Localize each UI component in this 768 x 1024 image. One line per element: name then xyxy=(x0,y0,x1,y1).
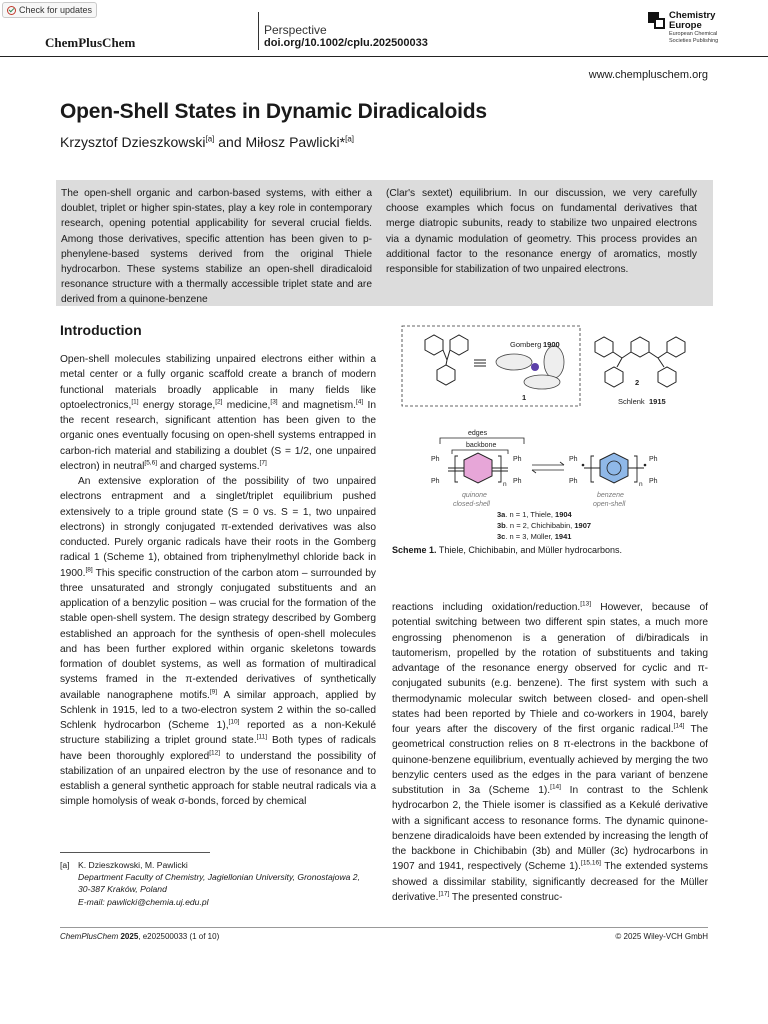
ph-label-5: Ph xyxy=(569,456,578,463)
compound-2-label: 2 xyxy=(635,378,640,387)
publisher-sub-line-1: European Chemical xyxy=(669,31,718,37)
equivalence-symbol xyxy=(474,360,486,366)
footnote-names: K. Dzieszkowski, M. Pawlicki xyxy=(78,860,188,870)
intro-paragraph-2: An extensive exploration of the possibility of two unpaired electrons entrapment and a singlet/triplet equilibrium pushed extensively to a triple ground state (S = 0 vs. S = 1, two unpaired electrons) in strongly conjugated π-extended derivatives was also conducted. Purely organic radicals have their roots in the Gomberg radical 1 (Scheme 1), obtained from triphenylmethyl chloride back in 1900.[8] This specific construction of the carbon atom – surrounded by three unsaturated and strongly conjugated substituents and an application of a benzylic position – was crucial for the formation of the stable open-shell system. The design strategy described by Gomberg established an approach for the synthesis of open-shell molecules and has been further explored within organic skeletons towards formation of doublet systems, as well as formation of multiradical systems framed in the π-extended derivatives of synthetically available nanographene motifs.[9] A similar approach, applied by Schlenk in 1915, led to a two-electron system 2 within the so-called Schlenk hydrocarbon (Scheme 1),[10] reported as a non-Kekulé structure stabilizing a triplet ground state.[11] Both types of radicals have been thoroughly explored[12] to understand the possibility of stabilization of an unpaired electron by the use of resonance and to establish a general synthetic approach for stable neutral radicals via a simple homolysis of weak σ-bonds, forced by chemical xyxy=(60,476,377,808)
backbone-label: backbone xyxy=(466,442,497,449)
footer-journal: ChemPlusChem xyxy=(60,932,119,941)
footnote-city: 30-387 Kraków, Poland xyxy=(78,884,167,895)
ph-label-2: Ph xyxy=(431,478,440,485)
scheme-caption-label: Scheme 1. xyxy=(392,545,437,555)
ph-label-3: Ph xyxy=(513,456,522,463)
gomberg-radical-dot xyxy=(531,363,539,371)
compound-1-label: 1 xyxy=(522,393,527,402)
affiliation-footnote xyxy=(60,859,376,908)
right-paragraph-1: reactions including oxidation/reduction.[13] However, because of potential switching between two different spin states, a much more engrossing phenomenon is a generation of di/biradicals in tautomerism, propelled by the rotation of substituents and taking advantage of the resonance energy observed for cyclic and π-conjugated subunits (e.g. benzene). The first system with such a thermodynamic molecular switch between closed- and open-shell states had been reported by Thiele and co-workers in 1904, barely four years after the discovery of the first organic radical.[14] The geometrical construction relies on 8 π-electrons in the backbone of quinone-benzene equilibrium, eventually achieved by merging the two benzylic centers used as the edges in the para variant of benzene substitution in 3a (Scheme 1).[14] In contrast to the Schlenk hydrocarbon 2, the Thiele isomer is classified as a Kekulé derivative with a significant access to resonance forms. The dynamic quinone-benzene diradicaloids have been extended by increasing the length of the backbone in Chichibabin (3b) and Müller (3c) hydrocarbons in 1907 and 1941, respectively (Scheme 1).[15,16] The extended systems showed a dissimilar stability, significantly decreased for the Müller derivative.[17] The presented construc- xyxy=(392,600,709,903)
publisher-sub-line-2: Societies Publishing xyxy=(669,37,719,44)
compound-3a-line: 3a. n = 1, Thiele, 1904 xyxy=(497,510,572,519)
abstract-left-column: The open-shell organic and carbon-based systems, with either a doublet, triplet or higher spin-states, play a key role in contemporary research, opening potential applicability for several crucial fields. Among those derivatives, specific attention has been given to p-phenylene-based systems derived from the original Thiele hydrocarbon. These systems stabilize an open-shell diradicaloid resonance structure with a thermally accessible triplet state and are derived from a quinone-benzene xyxy=(61,188,372,306)
header-divider xyxy=(258,12,259,50)
quinone-label: quinone xyxy=(462,492,487,499)
ph-label-8: Ph xyxy=(649,478,658,485)
benzene-open-shell-structure xyxy=(582,453,647,483)
footer-copyright: © 2025 Wiley-VCH GmbH xyxy=(615,932,708,941)
article-type: Perspective xyxy=(264,23,327,37)
triphenylmethyl-structure xyxy=(425,335,468,385)
footnote-rule xyxy=(60,852,210,853)
edges-label: edges xyxy=(468,430,488,437)
publisher-name-line-2: Europe xyxy=(669,20,702,31)
ph-label-1: Ph xyxy=(431,456,440,463)
author-1-affiliation[interactable]: [a] xyxy=(205,134,215,144)
open-shell-label: open-shell xyxy=(593,501,626,508)
check-updates-icon xyxy=(7,6,16,15)
footnote-email[interactable]: E-mail: pawlicki@chemia.uj.edu.pl xyxy=(78,896,209,907)
introduction-body xyxy=(60,352,376,810)
footer-year: 2025 xyxy=(120,932,139,941)
n-subscript-1: n xyxy=(503,481,507,488)
author-2-affiliation[interactable]: [a] xyxy=(345,134,354,144)
article-title: Open-Shell States in Dynamic Diradicaloids xyxy=(60,100,487,123)
benzene-label: benzene xyxy=(597,492,624,499)
footnote-label: [a] xyxy=(60,860,70,870)
footer-rule xyxy=(60,927,708,928)
n-subscript-2: n xyxy=(639,481,643,488)
abstract-right-column: (Clar's sextet) equilibrium. In our discussion, we very carefully choose examples which focus on fundamental derivatives that merge diatropic subunits, ready to stabilize two unpaired electrons via a dynamic modulation of geometry. This process provides an additional factor to the resonance energy of aromatics, mostly responsible for stabilization of two unpaired electrons. xyxy=(386,188,697,276)
author-line xyxy=(60,134,354,150)
intro-paragraph-1: Open-shell molecules stabilizing unpaired electrons either within a metal center or a fully organic scaffold create a branch of modern functional materials broadly applicable in many fields like optoelectronics,[1] energy storage,[2] medicine,[3] and magnetism.[4] In the recent research, significant attention has been given to the organic ones eventually focusing on open-shell systems entrapped in carbon-rich material and stabilizing a doublet (S = 1/2, one unpaired electron) in neutral[5,6] and charged systems.[7] xyxy=(60,354,376,472)
journal-website-link[interactable]: www.chempluschem.org xyxy=(588,69,708,81)
footer-page-info: , e202500033 (1 of 10) xyxy=(138,932,220,941)
footer-citation xyxy=(60,932,219,941)
gomberg-label: Gomberg xyxy=(510,340,542,349)
author-conjunction: and xyxy=(214,134,246,150)
check-for-updates-button[interactable] xyxy=(2,2,97,18)
abstract-box xyxy=(56,180,713,306)
chemistry-europe-icon xyxy=(648,12,665,29)
right-column-body xyxy=(392,600,708,905)
compound-3b-line: 3b. n = 2, Chichibabin, 1907 xyxy=(497,521,592,530)
scheme-1-caption xyxy=(392,545,622,555)
ph-label-6: Ph xyxy=(569,478,578,485)
doi-link[interactable]: doi.org/10.1002/cplu.202500033 xyxy=(264,37,428,49)
check-updates-label: Check for updates xyxy=(19,5,93,15)
ph-label-4: Ph xyxy=(513,478,522,485)
header-rule xyxy=(0,56,768,57)
gomberg-3d-structure xyxy=(496,346,564,389)
publisher-logo[interactable] xyxy=(648,11,718,44)
author-1[interactable]: Krzysztof Dzieszkowski xyxy=(60,134,206,150)
section-heading-introduction: Introduction xyxy=(60,322,142,338)
scheme-caption-text: Thiele, Chichibabin, and Müller hydrocarbons. xyxy=(436,545,622,555)
quinone-closed-shell-structure xyxy=(448,453,508,483)
compound-3c-line: 3c. n = 3, Müller, 1941 xyxy=(497,532,572,541)
footnote-department: Department Faculty of Chemistry, Jagiellonian University, Gronostajowa 2, xyxy=(78,872,360,883)
schlenk-hydrocarbon-structure xyxy=(595,337,685,387)
gomberg-year: 1900 xyxy=(543,340,560,349)
ph-label-7: Ph xyxy=(649,456,658,463)
journal-name: ChemPlusChem xyxy=(45,35,136,50)
schlenk-label: Schlenk xyxy=(618,397,645,406)
closed-shell-label: closed-shell xyxy=(453,501,490,508)
schlenk-year: 1915 xyxy=(649,397,666,406)
backbone-bracket xyxy=(452,450,508,454)
author-2[interactable]: Miłosz Pawlicki* xyxy=(245,134,346,150)
equilibrium-arrows xyxy=(532,462,564,473)
publisher-name-line-1: Chemistry xyxy=(669,10,716,21)
scheme-1-figure xyxy=(392,320,712,570)
